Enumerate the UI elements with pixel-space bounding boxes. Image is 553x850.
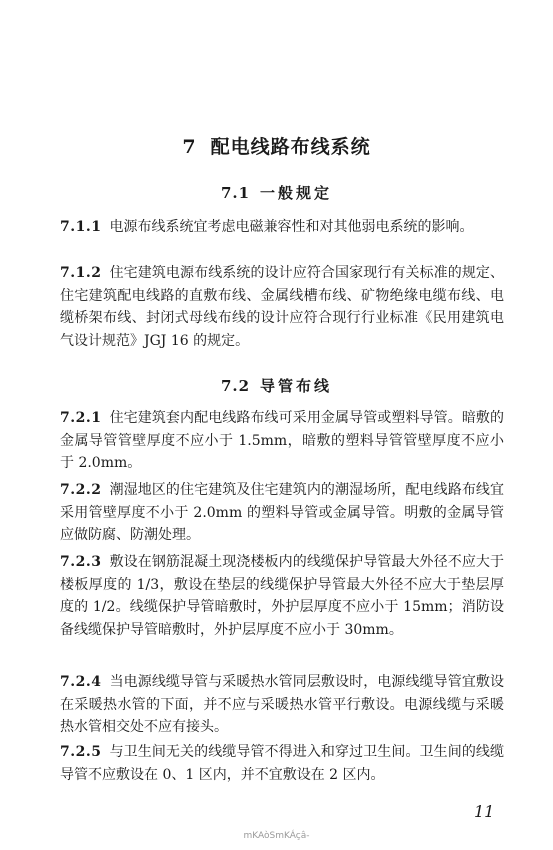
- clause-text: 住宅建筑电源布线系统的设计应符合国家现行有关标准的规定、住宅建筑配电线路的直敷布线、金属线槽布线、矿物绝缘电缆布线、电缆桥架布线、封闭式母线布线的设计应符合现行行业标准《民用建筑电气设计规范》JGJ 16 的规定。: [60, 265, 504, 349]
- clause-paragraph: [60, 479, 504, 547]
- clause-text: 电源布线系统宜考虑电磁兼容性和对其他弱电系统的影响。: [109, 219, 474, 235]
- clause-paragraph: [60, 551, 504, 641]
- clause-number: 7.2.1: [60, 410, 102, 426]
- chapter-number: 7: [182, 136, 197, 158]
- section-title-text: 导管布线: [260, 377, 333, 395]
- section-number: 7.1: [220, 184, 251, 202]
- page-number: 11: [474, 802, 495, 821]
- clause-text: 潮湿地区的住宅建筑及住宅建筑内的潮湿场所，配电线路布线宜采用管壁厚度不小于 2.0mm 的塑料导管或金属导管。明敷的金属导管应做防腐、防潮处理。: [60, 482, 504, 543]
- footer-watermark: mKAòSmKÁçâ-: [243, 831, 310, 841]
- chapter-title-text: 配电线路布线系统: [210, 136, 371, 158]
- clause-number: 7.2.5: [60, 744, 102, 760]
- clause-number: 7.1.1: [60, 219, 102, 235]
- section-title: [0, 182, 553, 203]
- section-number: 7.2: [220, 377, 251, 395]
- clause-paragraph: [60, 262, 504, 352]
- clause-text: 与卫生间无关的线缆导管不得进入和穿过卫生间。卫生间的线缆导管不应敷设在 0、1 区内，并不宜敷设在 2 区内。: [60, 744, 504, 783]
- clause-paragraph: [60, 216, 504, 239]
- clause-paragraph: [60, 741, 504, 786]
- section-title: [0, 375, 553, 396]
- clause-number: 7.2.2: [60, 482, 102, 498]
- clause-paragraph: [60, 671, 504, 739]
- clause-text: 敷设在钢筋混凝土现浇楼板内的线缆保护导管最大外径不应大于楼板厚度的 1/3，敷设在垫层的线缆保护导管最大外径不应大于垫层厚度的 1/2。线缆保护导管暗敷时，外护层厚度不应小于 15mm；消防设备线缆保护导管暗敷时，外护层厚度不应小于 30mm。: [60, 554, 504, 638]
- clause-number: 7.2.4: [60, 674, 102, 690]
- clause-paragraph: [60, 407, 504, 475]
- clause-number: 7.1.2: [60, 265, 102, 281]
- clause-text: 当电源线缆导管与采暖热水管同层敷设时，电源线缆导管宜敷设在采暖热水管的下面，并不应与采暖热水管平行敷设。电源线缆与采暖热水管相交处不应有接头。: [60, 674, 504, 735]
- clause-text: 住宅建筑套内配电线路布线可采用金属导管或塑料导管。暗敷的金属导管管壁厚度不应小于 1.5mm，暗敷的塑料导管管壁厚度不应小于 2.0mm。: [60, 410, 504, 471]
- clause-number: 7.2.3: [60, 554, 102, 570]
- section-title-text: 一般规定: [260, 184, 333, 202]
- chapter-title: [0, 132, 553, 159]
